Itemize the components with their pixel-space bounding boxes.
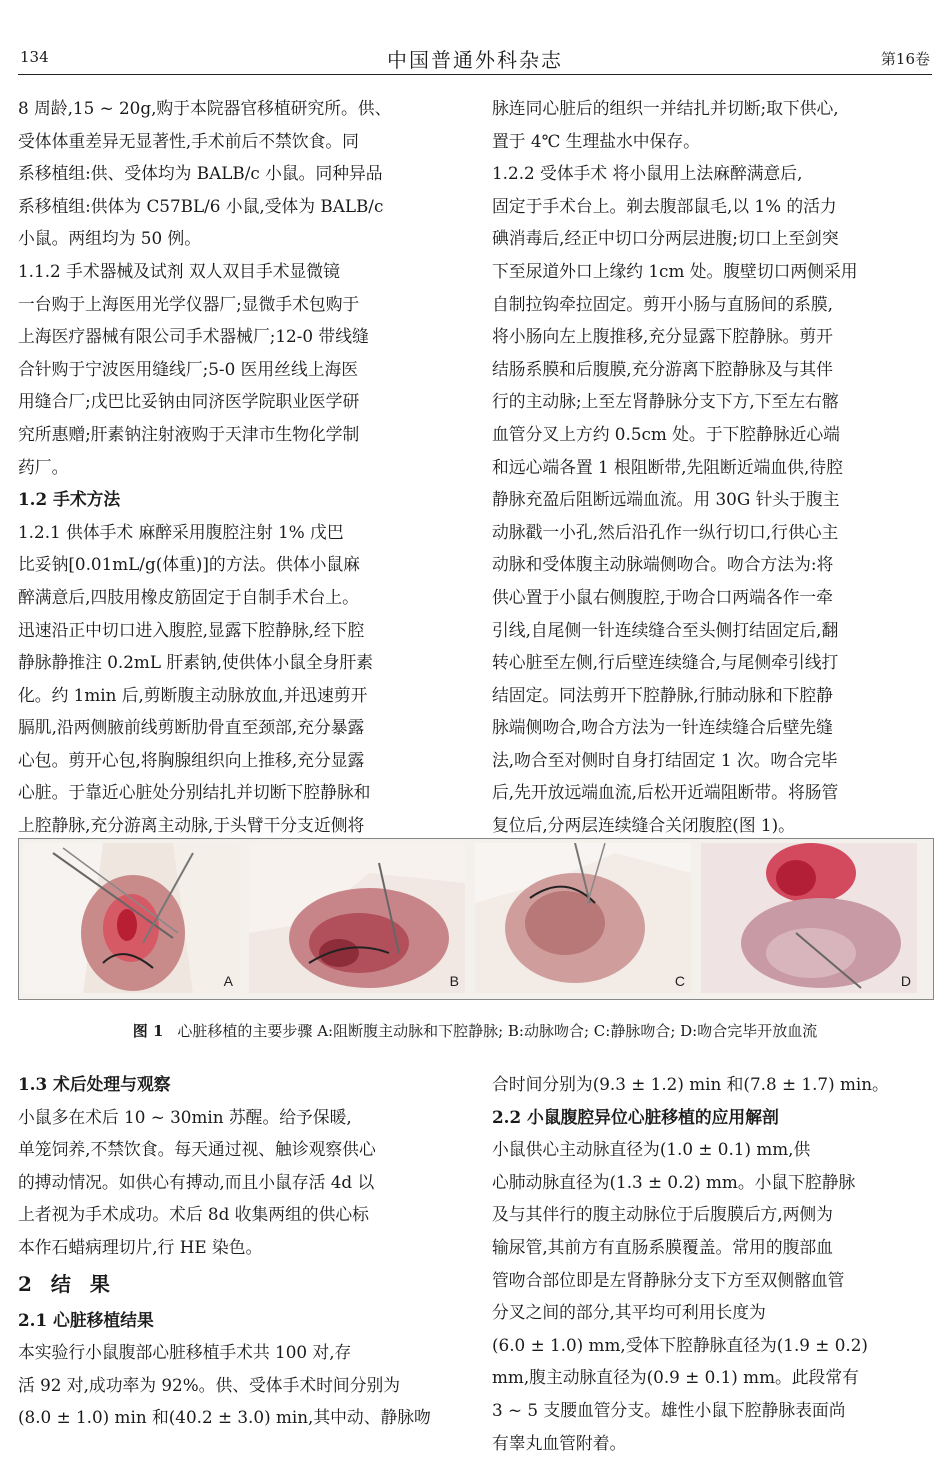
text-line: 转心脏至左侧,行后壁连续缝合,与尾侧牵引线打 [492, 652, 839, 673]
text-line: 小鼠。两组均为 50 例。 [18, 228, 202, 249]
section-heading: 1.2 手术方法 [18, 489, 121, 510]
text-line: 管吻合部位即是左肾静脉分支下方至双侧髂血管 [492, 1269, 845, 1290]
text-line: 和远心端各置 1 根阻断带,先阻断近端血供,待腔 [492, 456, 843, 477]
text-line: 静脉静推注 0.2mL 肝素钠,使供体小鼠全身肝素 [18, 652, 374, 673]
text-line: 的搏动情况。如供心有搏动,而且小鼠存活 4d 以 [18, 1171, 375, 1192]
surgery-photo-d-image [701, 843, 917, 993]
section-heading: 2.2 小鼠腹腔异位心脏移植的应用解剖 [492, 1106, 779, 1127]
volume-label: 第16卷 [880, 50, 930, 68]
figure-1 [18, 838, 934, 1000]
surgery-photo-a-image [23, 843, 239, 993]
text-line: 本实验行小鼠腹部心脏移植手术共 100 对,存 [18, 1342, 352, 1363]
text-line: 法,吻合至对侧时自身打结固定 1 次。吻合完毕 [492, 749, 838, 770]
text-line: 脉连同心脏后的组织一并结扎并切断;取下供心, [492, 98, 839, 118]
surgery-photo-d [701, 843, 917, 993]
text-line: 脉端侧吻合,吻合方法为一针连续缝合后壁先缝 [492, 717, 833, 738]
text-line: 引线,自尾侧一针连续缝合至头侧打结固定后,翻 [492, 619, 839, 640]
top-right-column [492, 92, 937, 842]
text-line: 活 92 对,成功率为 92%。供、受体手术时间分别为 [18, 1374, 401, 1395]
text-line: 膈肌,沿两侧腋前线剪断肋骨直至颈部,充分暴露 [18, 717, 365, 738]
text-line: 本作石蜡病理切片,行 HE 染色。 [18, 1236, 263, 1257]
text-line: 单笼饲养,不禁饮食。每天通过视、触诊观察供心 [18, 1139, 376, 1160]
text-line: 上海医疗器械有限公司手术器械厂;12-0 带线缝 [18, 326, 369, 347]
text-line: 固定于手术台上。剃去腹部鼠毛,以 1% 的活力 [492, 195, 837, 216]
text-line: 结肠系膜和后腹膜,充分游离下腔静脉及与其伴 [492, 358, 833, 379]
text-line: 3 ~ 5 支腰血管分支。雄性小鼠下腔静脉表面尚 [492, 1399, 846, 1420]
text-line: 动脉和受体腹主动脉端侧吻合。吻合方法为:将 [492, 554, 834, 575]
text-line: 将小肠向左上腹推移,充分显露下腔静脉。剪开 [492, 326, 833, 347]
text-line: 血管分叉上方约 0.5cm 处。于下腔静脉近心端 [492, 423, 840, 444]
section-heading: 2.1 心脏移植结果 [18, 1309, 154, 1330]
text-line: 用缝合厂;戊巴比妥钠由同济医学院职业医学研 [18, 391, 360, 412]
caption-label: 图 1 [132, 1022, 164, 1040]
text-line: 后,先开放远端血流,后松开近端阻断带。将肠管 [492, 782, 839, 803]
page-number: 134 [20, 48, 49, 66]
surgery-photo-a [23, 843, 239, 993]
panel-label: C [674, 973, 685, 989]
text-line: 心包。剪开心包,将胸腺组织向上推移,充分显露 [18, 749, 365, 770]
panel-label: A [223, 973, 233, 989]
bottom-right-column [492, 1068, 937, 1459]
text-line: 小鼠多在术后 10 ~ 30min 苏醒。给予保暖, [18, 1106, 352, 1127]
text-line: 置于 4℃ 生理盐水中保存。 [492, 130, 700, 151]
text-line: 复位后,分两层连续缝合关闭腹腔(图 1)。 [492, 815, 795, 836]
text-line: 系移植组:供、受体均为 BALB/c 小鼠。同种异品 [18, 163, 383, 184]
text-line: 有睾丸血管附着。 [492, 1432, 627, 1453]
journal-title: 中国普通外科杂志 [387, 48, 563, 72]
text-line: 究所惠赠;肝素钠注射液购于天津市生物化学制 [18, 423, 360, 444]
text-line: 受体体重差异无显著性,手术前后不禁饮食。同 [18, 130, 359, 151]
text-line: 上腔静脉,充分游离主动脉,于头臂干分支近侧将 [18, 815, 365, 836]
text-line: 合针购于宁波医用缝线厂;5-0 医用丝线上海医 [18, 358, 359, 379]
text-line: 比妥钠[0.01mL/g(体重)]的方法。供体小鼠麻 [18, 554, 360, 575]
text-line: 及与其伴行的腹主动脉位于后腹膜后方,两侧为 [492, 1204, 833, 1225]
text-line: 8 周龄,15 ~ 20g,购于本院器官移植研究所。供、 [18, 98, 392, 118]
text-line: 行的主动脉;上至左肾静脉分支下方,下至左右髂 [492, 391, 839, 412]
text-line: 1.2.2 受体手术 将小鼠用上法麻醉满意后, [492, 163, 803, 184]
text-line: 系移植组:供体为 C57BL/6 小鼠,受体为 BALB/c [18, 195, 384, 216]
text-line: 结固定。同法剪开下腔静脉,行肺动脉和下腔静 [492, 684, 833, 705]
surgery-photo-b [249, 843, 465, 993]
section-heading: 2 结 果 [18, 1271, 116, 1296]
text-line: 醉满意后,四肢用橡皮筋固定于自制手术台上。 [18, 586, 359, 607]
text-line: 心脏。于靠近心脏处分别结扎并切断下腔静脉和 [18, 782, 371, 803]
surgery-photo-c [475, 843, 691, 993]
text-line: 供心置于小鼠右侧腹腔,于吻合口两端各作一牵 [492, 586, 833, 607]
text-line: 心肺动脉直径为(1.3 ± 0.2) mm。小鼠下腔静脉 [492, 1171, 856, 1192]
running-header [18, 40, 932, 75]
text-line: 下至尿道外口上缘约 1cm 处。腹壁切口两侧采用 [492, 260, 858, 281]
surgery-photo-b-image [249, 843, 465, 993]
bottom-left-column [18, 1068, 463, 1434]
text-line: 1.2.1 供体手术 麻醉采用腹腔注射 1% 戊巴 [18, 521, 344, 542]
text-line: 一台购于上海医用光学仪器厂;显微手术包购于 [18, 293, 360, 314]
text-line: 化。约 1min 后,剪断腹主动脉放血,并迅速剪开 [18, 684, 368, 705]
text-line: (8.0 ± 1.0) min 和(40.2 ± 3.0) min,其中动、静脉吻 [18, 1407, 431, 1428]
text-line: mm,腹主动脉直径为(0.9 ± 0.1) mm。此段常有 [492, 1367, 859, 1388]
text-line: 动脉戳一小孔,然后沿孔作一纵行切口,行供心主 [492, 521, 839, 542]
panel-label: B [449, 973, 459, 989]
text-line: 碘消毒后,经正中切口分两层进腹;切口上至剑突 [492, 228, 839, 249]
caption-text: 心脏移植的主要步骤 A:阻断腹主动脉和下腔静脉; B:动脉吻合; C:静脉吻合; D:吻合完毕开放血流 [177, 1022, 818, 1040]
panel-label: D [900, 973, 911, 989]
text-line: 上者视为手术成功。术后 8d 收集两组的供心标 [18, 1204, 369, 1225]
text-line: 静脉充盈后阻断远端血流。用 30G 针头于腹主 [492, 489, 840, 510]
text-line: 药厂。 [18, 456, 69, 477]
text-line: 迅速沿正中切口进入腹腔,显露下腔静脉,经下腔 [18, 619, 365, 640]
text-line: 小鼠供心主动脉直径为(1.0 ± 0.1) mm,供 [492, 1139, 811, 1160]
top-left-column [18, 92, 463, 874]
figure-caption [0, 1020, 950, 1041]
surgery-photo-c-image [475, 843, 691, 993]
section-heading: 1.3 术后处理与观察 [18, 1074, 171, 1094]
text-line: 1.1.2 手术器械及试剂 双人双目手术显微镜 [18, 260, 340, 281]
text-line: 合时间分别为(9.3 ± 1.2) min 和(7.8 ± 1.7) min。 [492, 1074, 889, 1094]
text-line: (6.0 ± 1.0) mm,受体下腔静脉直径为(1.9 ± 0.2) [492, 1334, 868, 1355]
text-line: 自制拉钩牵拉固定。剪开小肠与直肠间的系膜, [492, 293, 833, 314]
text-line: 输尿管,其前方有直肠系膜覆盖。常用的腹部血 [492, 1236, 833, 1257]
text-line: 分叉之间的部分,其平均可利用长度为 [492, 1302, 766, 1323]
